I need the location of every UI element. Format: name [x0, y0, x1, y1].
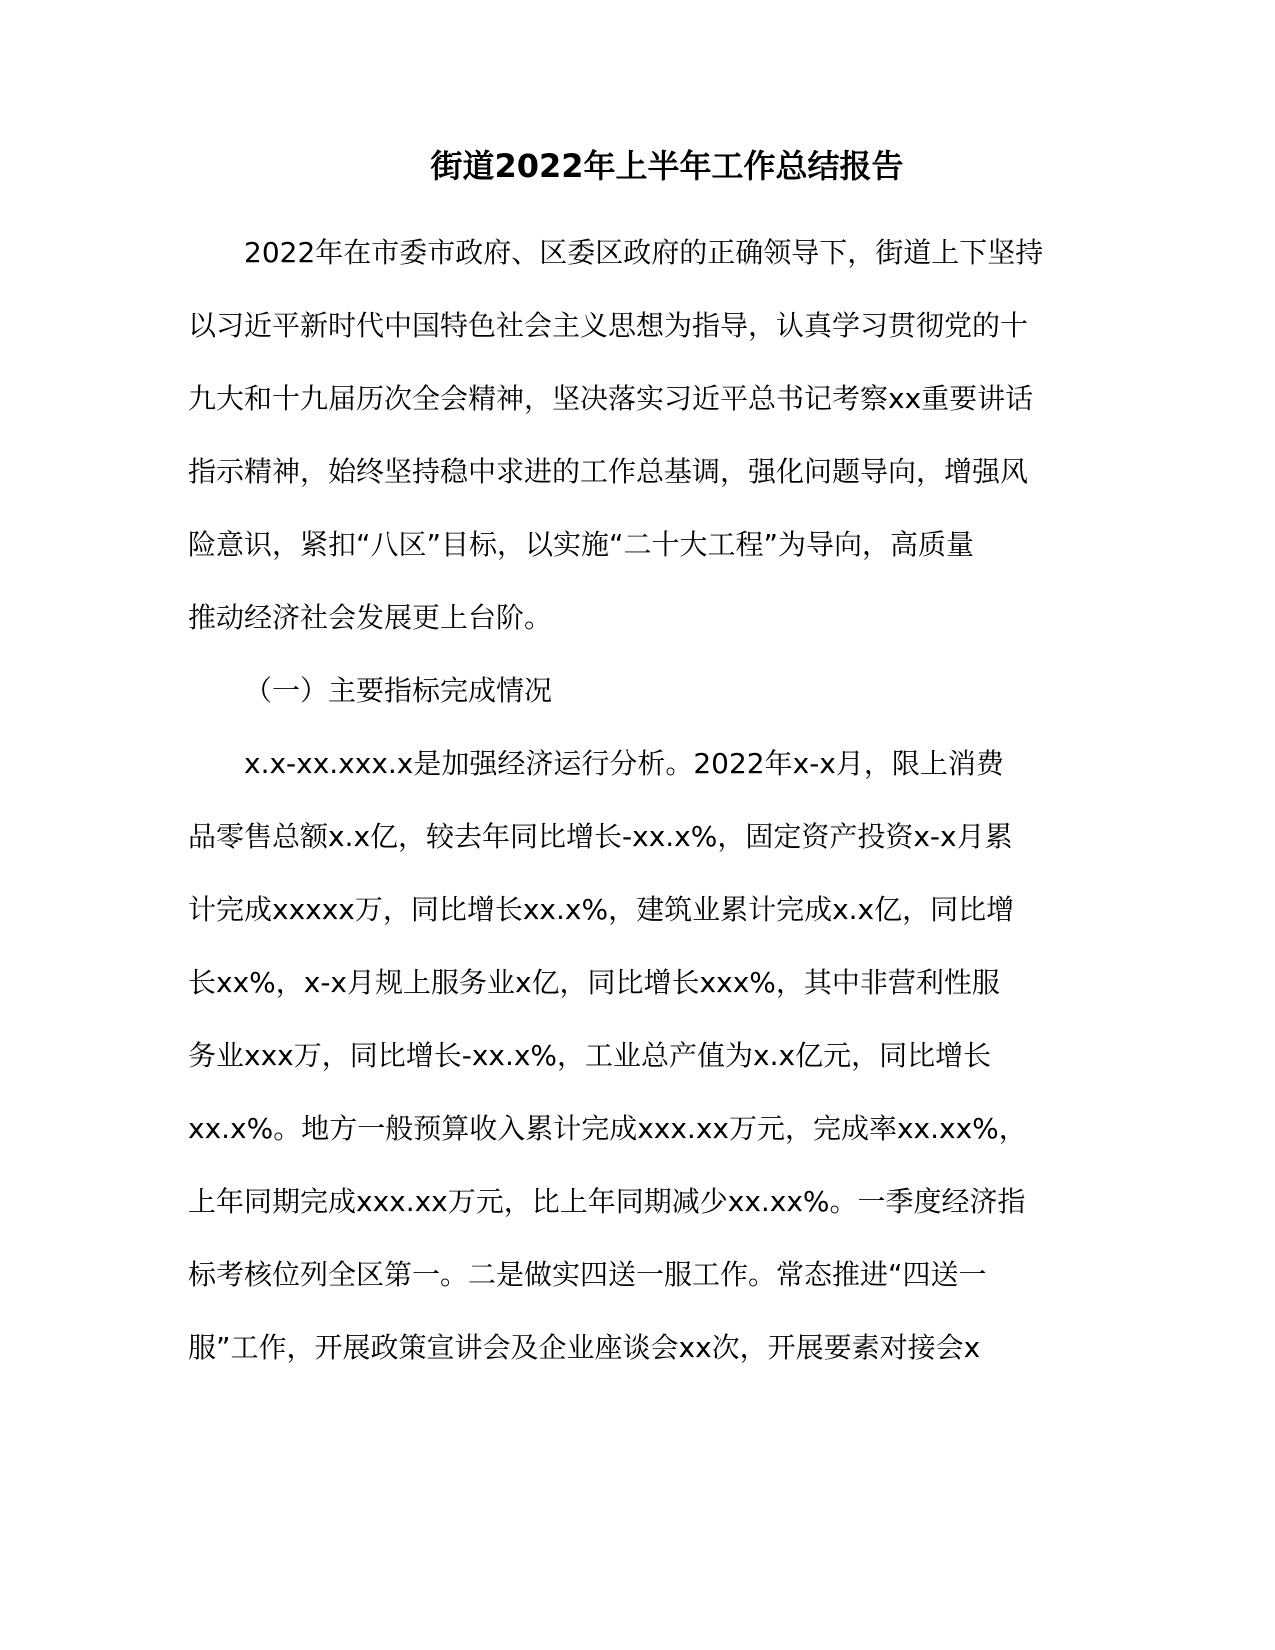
paragraph-line: 长xx%，x-x月规上服务业x亿，同比增长xxx%，其中非营利性服: [188, 966, 1000, 999]
paragraph-line: 服”工作，开展政策宣讲会及企业座谈会xx次，开展要素对接会x: [188, 1331, 981, 1364]
paragraph-line: 指示精神，始终坚持稳中求进的工作总基调，强化问题导向，增强风: [188, 455, 1029, 488]
paragraph-line: 以习近平新时代中国特色社会主义思想为指导，认真学习贯彻党的十: [188, 309, 1029, 342]
paragraph-line: 标考核位列全区第一。二是做实四送一服工作。常态推进“四送一: [188, 1258, 987, 1291]
paragraph-line: 推动经济社会发展更上台阶。: [188, 601, 553, 634]
paragraph-line: 品零售总额x.x亿，较去年同比增长-xx.x%，固定资产投资x-x月累: [188, 820, 1013, 853]
paragraph-line: 务业xxx万，同比增长-xx.x%，工业总产值为x.x亿元，同比增长: [188, 1039, 992, 1072]
paragraph-line: 九大和十九届历次全会精神，坚决落实习近平总书记考察xx重要讲话: [188, 382, 1034, 415]
paragraph-line: 上年同期完成xxx.xx万元，比上年同期减少xx.xx%。一季度经济指: [188, 1185, 1026, 1218]
paragraph-line: x.x-xx.xxx.x是加强经济运行分析。2022年x-x月，限上消费: [244, 747, 1004, 780]
paragraph-line: 计完成xxxxx万，同比增长xx.x%，建筑业累计完成x.x亿，同比增: [188, 893, 1015, 926]
paragraph-line: 险意识，紧扣“八区”目标，以实施“二十大工程”为导向，高质量: [188, 528, 975, 561]
paragraph-line: 2022年在市委市政府、区委区政府的正确领导下，街道上下坚持: [244, 236, 1044, 269]
document-title: 街道2022年上半年工作总结报告: [430, 147, 904, 185]
section-heading: （一）主要指标完成情况: [244, 674, 553, 707]
paragraph-line: xx.x%。地方一般预算收入累计完成xxx.xx万元，完成率xx.xx%，: [188, 1112, 1027, 1145]
